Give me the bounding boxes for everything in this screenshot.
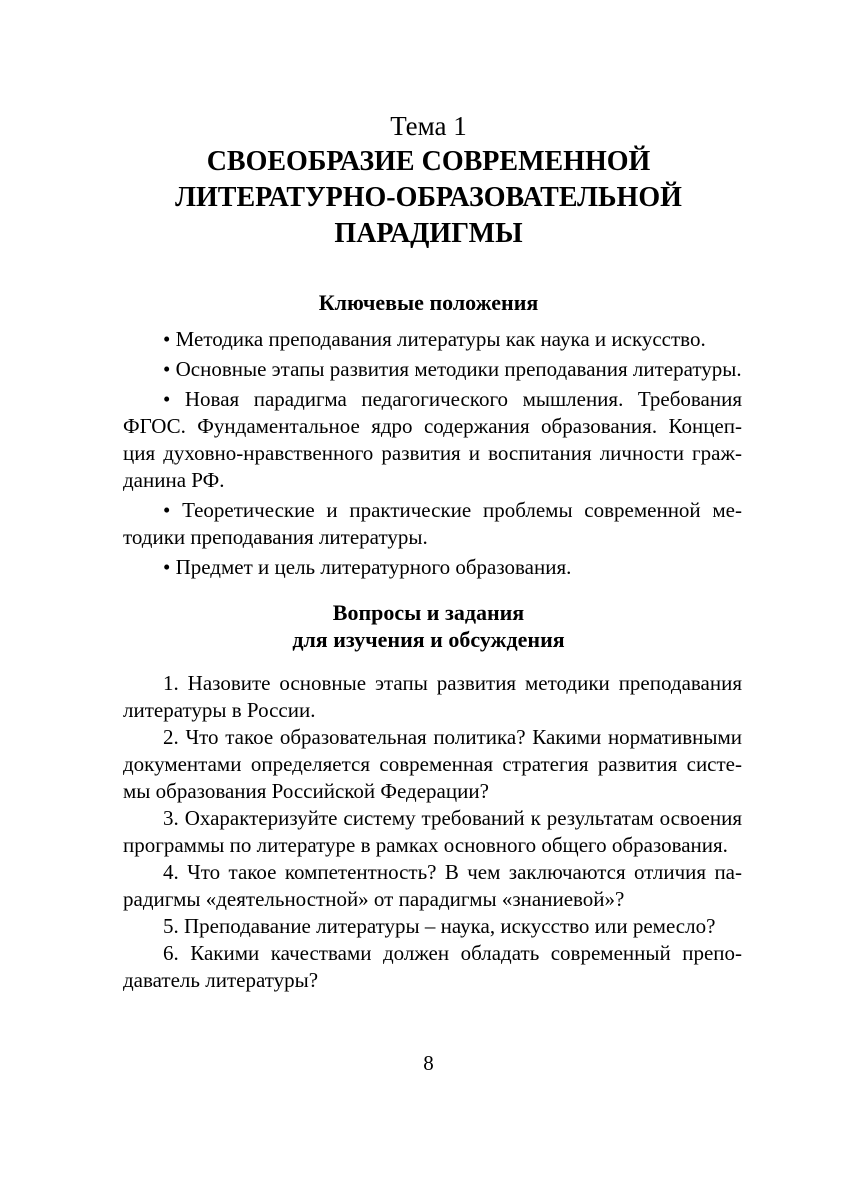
text-line: ФГОС. Фундаментальное ядро содержания образования. Концеп-: [123, 414, 742, 438]
key-point-item: [123, 386, 742, 494]
text-line: 5. Преподавание литературы – наука, искусство или ремесло?: [163, 914, 716, 938]
text-line: ция духовно-нравственного развития и воспитания личности граж-: [123, 441, 742, 465]
text-line: • Методика преподавания литературы как наука и искусство.: [163, 327, 706, 351]
text-line: • Новая парадигма педагогического мышления. Требования: [163, 387, 742, 411]
text-line: 4. Что такое компетентность? В чем заключаются отличия па-: [163, 860, 742, 884]
key-point-item: [123, 356, 742, 383]
text-line: мы образования Российской Федерации?: [123, 779, 489, 803]
text-line: программы по литературе в рамках основного общего образования.: [123, 833, 728, 857]
text-line: данина РФ.: [123, 468, 225, 492]
topic-label: Тема 1: [390, 111, 467, 141]
text-line: документами определяется современная стратегия развития систе-: [123, 752, 742, 776]
question-item: [123, 859, 742, 913]
topic-title: [0, 144, 857, 252]
text-line: радигмы «деятельностной» от парадигмы «знаниевой»?: [123, 887, 625, 911]
text-line: • Теоретические и практические проблемы современной ме-: [163, 498, 742, 522]
question-item: [123, 940, 742, 994]
topic-title-line: СВОЕОБРАЗИЕ СОВРЕМЕННОЙ: [206, 146, 651, 177]
text-line: 2. Что такое образовательная политика? Какими нормативными: [163, 725, 742, 749]
key-point-item: [123, 326, 742, 353]
text-line: литературы в России.: [123, 698, 316, 722]
question-item: [123, 670, 742, 724]
text-line: • Основные этапы развития методики преподавания литературы.: [163, 357, 742, 381]
text-line: тодики преподавания литературы.: [123, 525, 428, 549]
questions-heading-line: Вопросы и задания: [332, 600, 525, 625]
text-line: • Предмет и цель литературного образования.: [163, 555, 572, 579]
text-line: 3. Охарактеризуйте систему требований к результатам освоения: [163, 806, 742, 830]
text-line: 1. Назовите основные этапы развития методики преподавания: [163, 671, 742, 695]
key-points-heading: Ключевые положения: [318, 290, 539, 315]
text-line: даватель литературы?: [123, 968, 319, 992]
questions-heading: [0, 599, 857, 653]
question-item: [123, 913, 742, 940]
question-item: [123, 724, 742, 805]
questions-list: [123, 670, 742, 994]
topic-title-line: ЛИТЕРАТУРНО-ОБРАЗОВАТЕЛЬНОЙ: [175, 182, 682, 213]
key-point-item: [123, 554, 742, 581]
key-points-list: [123, 326, 742, 584]
page-number: 8: [423, 1051, 434, 1075]
question-item: [123, 805, 742, 859]
questions-heading-line: для изучения и обсуждения: [292, 627, 565, 652]
text-line: 6. Какими качествами должен обладать современный препо-: [163, 941, 742, 965]
topic-title-line: ПАРАДИГМЫ: [334, 218, 523, 249]
key-point-item: [123, 497, 742, 551]
